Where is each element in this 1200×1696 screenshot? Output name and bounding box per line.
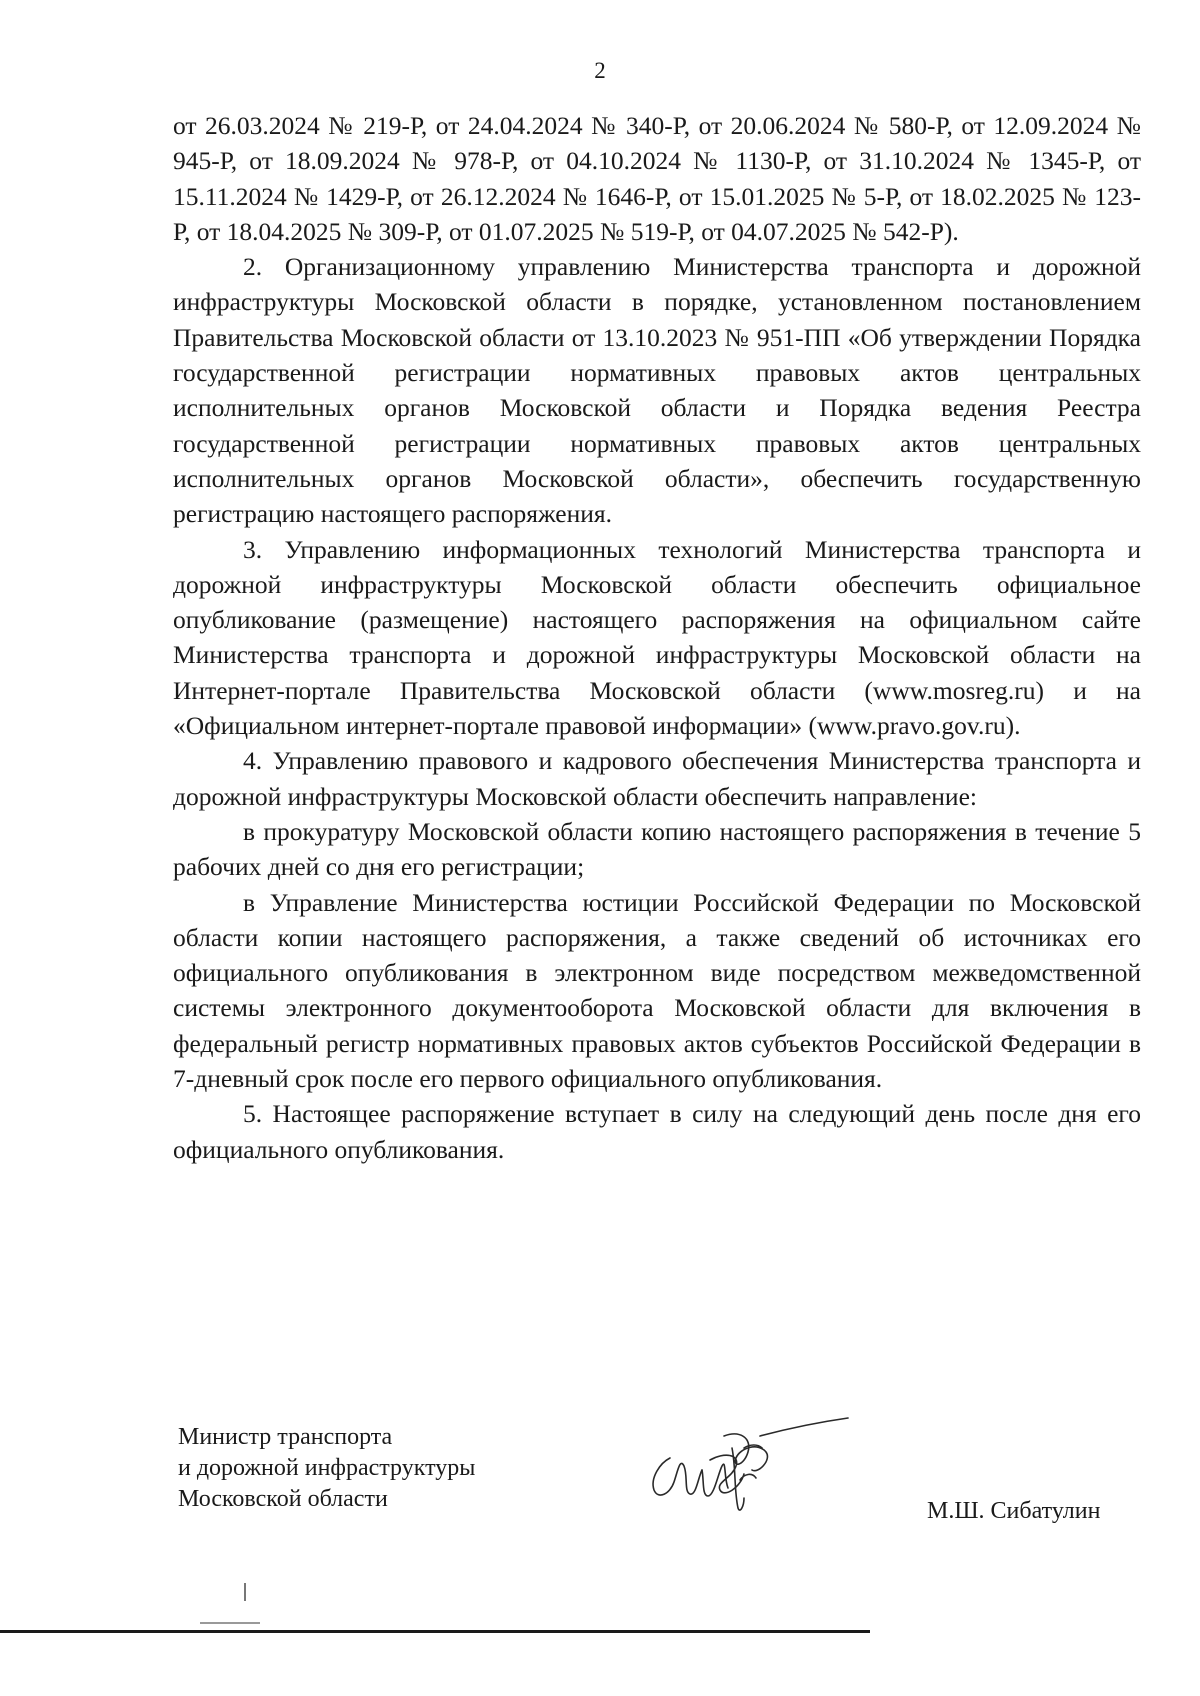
scan-artifact	[200, 1622, 260, 1624]
scan-artifact	[244, 1583, 246, 1601]
signatory-title	[178, 1422, 475, 1515]
signatory-title-line: Московской области	[178, 1486, 388, 1512]
paragraph-item-5: 5. Настоящее распоряжение вступает в силу на следующий день после дня его официального опубликования.	[173, 1099, 1141, 1164]
paragraph-item-2: 2. Организационному управлению Министерства транспорта и дорожной инфраструктуры Московской области в порядке, установленном постановлением Правительства Московской области от 13.10.2023 № 951-ПП «Об утверждении Порядка государственной регистрации нормативных правовых актов центральных исполнительных органов Московской области и Порядка ведения Реестра государственной регистрации нормативных правовых актов центральных исполнительных органов Московской области», обеспечить государственную регистрацию настоящего распоряжения.	[173, 252, 1141, 529]
scan-edge-line	[0, 1630, 870, 1633]
paragraph-amendment-list: от 26.03.2024 № 219-Р, от 24.04.2024 № 340-Р, от 20.06.2024 № 580-Р, от 12.09.2024 № 945-Р, от 18.09.2024 № 978-Р, от 04.10.2024 № 1130-Р, от 31.10.2024 № 1345-Р, от 15.11.2024 № 1429-Р, от 26.12.2024 № 1646-Р, от 15.01.2025 № 5-Р, от 18.02.2025 № 123-Р, от 18.04.2025 № 309-Р, от 01.07.2025 № 519-Р, от 04.07.2025 № 542-Р).	[173, 111, 1141, 246]
signatory-name: М.Ш. Сибатулин	[927, 1498, 1101, 1524]
paragraph-item-3: 3. Управлению информационных технологий Министерства транспорта и дорожной инфраструктуры Московской области обеспечить официальное опубликование (размещение) настоящего распоряжения на официальном сайте Министерства транспорта и дорожной инфраструктуры Московской области на Интернет-портале Правительства Московской области (www.mosreg.ru) и на «Официальном интернет-портале правовой информации» (www.pravo.gov.ru).	[173, 534, 1141, 741]
signatory-title-line: и дорожной инфраструктуры	[178, 1455, 476, 1481]
page-number: 2	[594, 58, 606, 83]
paragraph-item-4: 4. Управлению правового и кадрового обеспечения Министерства транспорта и дорожной инфраструктуры Московской области обеспечить направление:	[173, 746, 1141, 811]
document-body	[173, 108, 1141, 1167]
handwritten-signature	[640, 1408, 860, 1518]
paragraph-item-4-justice: в Управление Министерства юстиции Российской Федерации по Московской области копии настоящего распоряжения, а также сведений об источниках его официального опубликования в электронном виде посредством межведомственной системы электронного документооборота Московской области для включения в федеральный регистр нормативных правовых актов субъектов Российской Федерации в 7-дневный срок после его первого официального опубликования.	[173, 887, 1141, 1094]
paragraph-item-4-prosecutor: в прокуратуру Московской области копию настоящего распоряжения в течение 5 рабочих дней со дня его регистрации;	[173, 816, 1141, 882]
signatory-title-line: Министр транспорта	[178, 1424, 393, 1450]
